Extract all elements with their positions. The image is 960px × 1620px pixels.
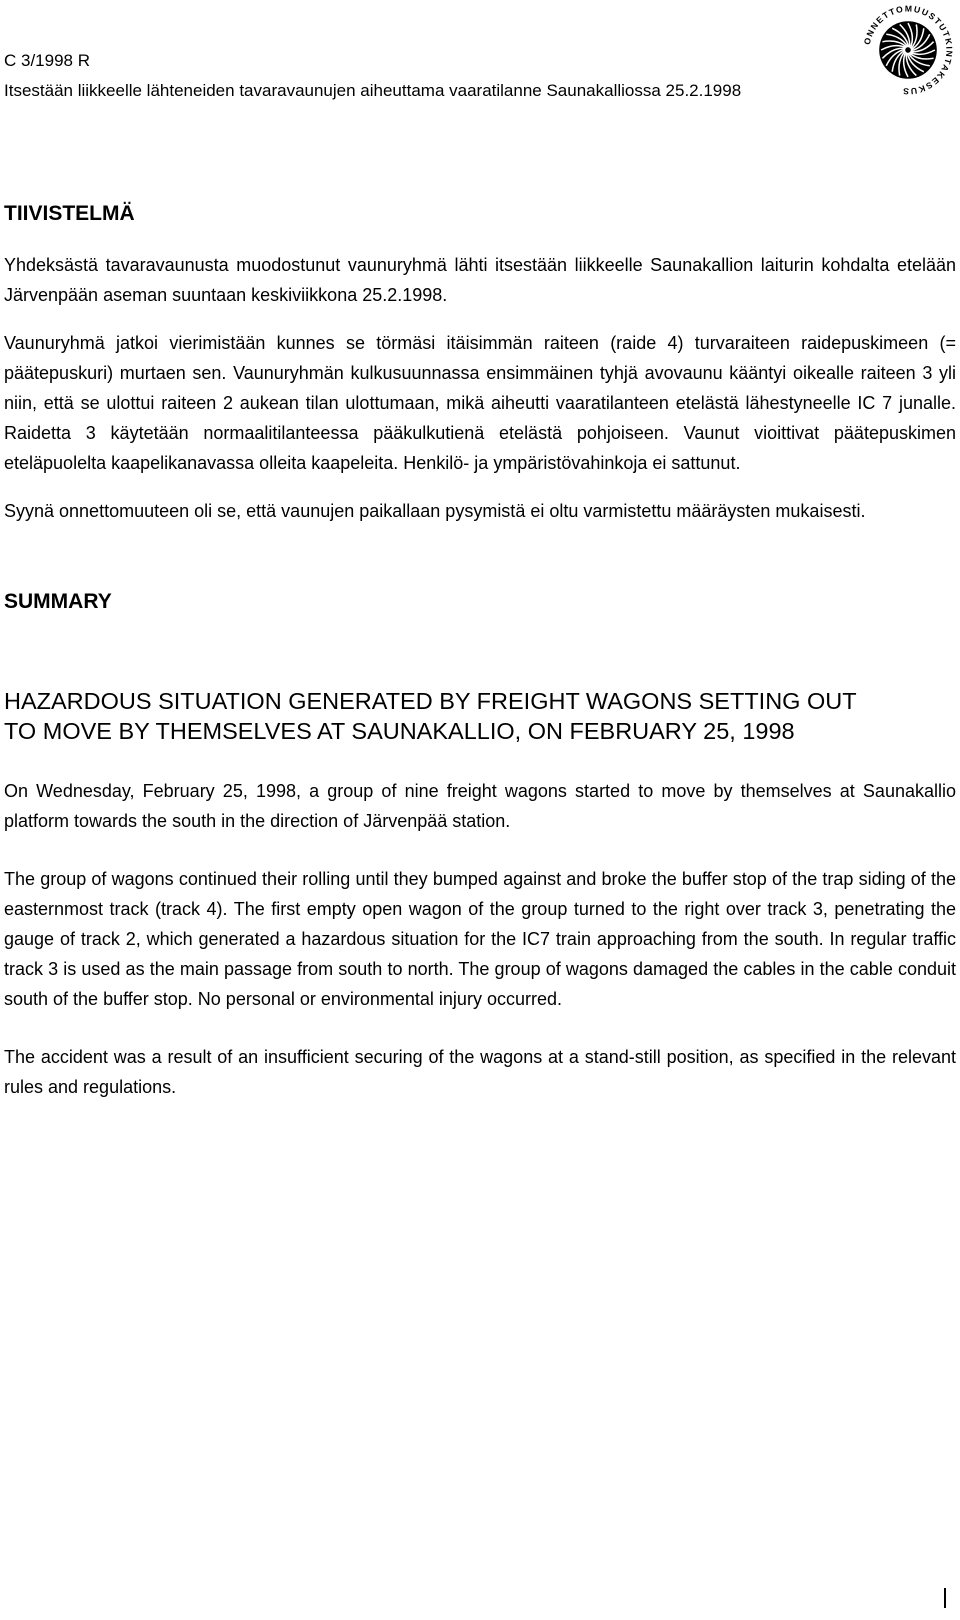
logo-emblem <box>879 21 937 79</box>
document-code: C 3/1998 R <box>4 51 90 70</box>
logo-emblem-disc <box>879 21 937 79</box>
english-report-heading <box>4 686 956 746</box>
english-paragraph-2: The group of wagons continued their rolling until they bumped against and broke the buffer stop of the trap siding of the easternmost track (track 4). The first empty open wagon of the group turned to the right over track 3, penetrating the gauge of track 2, which generated a hazardous situation for the IC7 train approaching from the south. In regular traffic track 3 is used as the main passage from south to north. The group of wagons damaged the cables in the cable conduit south of the buffer stop. No personal or environmental injury occurred. <box>4 869 956 1009</box>
english-paragraph-1: On Wednesday, February 25, 1998, a group of nine freight wagons started to move by themselves at Saunakallio platform towards the south in the direction of Järvenpää station. <box>4 781 956 831</box>
english-heading-line-2: TO MOVE BY THEMSELVES AT SAUNAKALLIO, ON FEBRUARY 25, 1998 <box>4 718 795 744</box>
finnish-summary-title: TIIVISTELMÄ <box>4 202 135 225</box>
english-summary-title: SUMMARY <box>4 590 112 613</box>
english-paragraph-3: The accident was a result of an insufficient securing of the wagons at a stand-still position, as specified in the relevant rules and regulations. <box>4 1047 956 1097</box>
page-header <box>4 46 844 106</box>
page-number-marker <box>944 1588 946 1608</box>
document-subtitle: Itsestään liikkeelle lähteneiden tavaravaunujen aiheuttama vaaratilanne Saunakalliossa 25.2.1998 <box>4 81 742 100</box>
english-heading-line-1: HAZARDOUS SITUATION GENERATED BY FREIGHT WAGONS SETTING OUT <box>4 688 857 714</box>
finnish-paragraph-2: Vaunuryhmä jatkoi vierimistään kunnes se törmäsi itäisimmän raiteen (raide 4) turvaraiteen raidepuskimeen (= päätepuskuri) murtaen sen. Vaunuryhmän kulkusuunnassa ensimmäinen tyhjä avovaunu kääntyi oikealle raiteen 3 yli niin, että se ulottui raiteen 2 aukean tilan ulottumaan, mikä aiheutti vaaratilanteen etelästä lähestyneelle IC 7 junalle. Raidetta 3 käytetään normaalitilanteessa pääkulkutienä etelästä pohjoiseen. Vaunut vioittivat päätepuskimen eteläpuolelta kaapelikanavassa olleita kaapeleita. Henkilö- ja ympäristövahinkoja ei sattunut. <box>4 333 956 473</box>
finnish-paragraph-1: Yhdeksästä tavaravaunusta muodostunut vaunuryhmä lähti itsestään liikkeelle Saunakallion laiturin kohdalta etelään Järvenpään aseman suuntaan keskiviikkona 25.2.1998. <box>4 255 956 305</box>
onnettomuustutkintakeskus-logo <box>860 2 956 98</box>
main-content <box>4 200 956 1102</box>
logo-ring-text: ONNETTOMUUSTUTKINTAKESKUS <box>861 3 955 97</box>
finnish-paragraph-3: Syynä onnettomuuteen oli se, että vaunujen paikallaan pysymistä ei oltu varmistettu määräysten mukaisesti. <box>4 501 866 521</box>
